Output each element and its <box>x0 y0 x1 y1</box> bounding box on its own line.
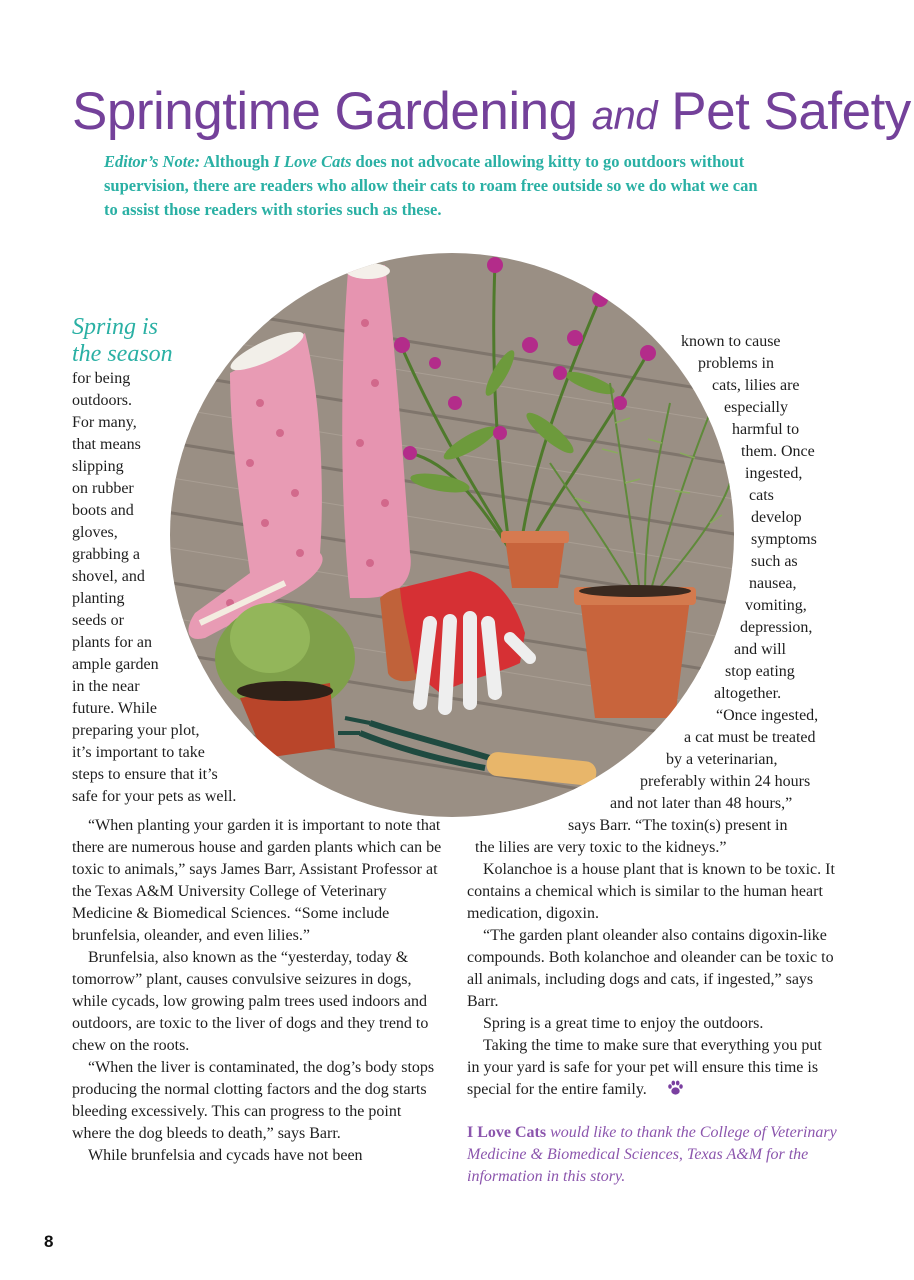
wrap-line: For many, <box>72 414 137 431</box>
wrap-line: problems in <box>698 355 774 372</box>
acknowledgement-brand: I Love Cats <box>467 1124 547 1141</box>
wrap-line: the lilies are very toxic to the kidneys.” <box>475 839 727 856</box>
wrap-line: symptoms <box>751 531 817 548</box>
paragraph: “The garden plant oleander also contains digoxin-like compounds. Both kolanchoe and oleander can be toxic to all animals, including dogs and cats, if ingested,” says Barr. <box>467 927 834 1010</box>
editors-note-label: Editor’s Note: <box>104 152 201 171</box>
wrap-line: cats, lilies are <box>712 377 800 394</box>
wrap-line: it’s important to take <box>72 744 205 761</box>
final-paragraph <box>467 1035 837 1103</box>
wrap-line: slipping <box>72 458 124 475</box>
editors-note-text: does not advocate allowing kitty to go outdoors without supervision, there are readers who allow their cats to roam free outside so we do what we can to assist those readers with stories such as these. <box>104 152 758 219</box>
wrap-line: known to cause <box>681 333 781 350</box>
wrap-line: for being <box>72 370 131 387</box>
wrap-line: outdoors. <box>72 392 132 409</box>
wrap-line: preferably within 24 hours <box>640 773 811 790</box>
wrap-line: depression, <box>740 619 813 636</box>
title-main: Springtime Gardening <box>72 82 578 141</box>
wrap-line: plants for an <box>72 634 152 651</box>
wrap-line: vomiting, <box>745 597 807 614</box>
page-number: 8 <box>44 1232 54 1251</box>
wrap-line: and not later than 48 hours,” <box>610 795 793 812</box>
wrap-line: on rubber <box>72 480 134 497</box>
wrap-line: shovel, and <box>72 568 145 585</box>
wrap-line: altogether. <box>714 685 782 702</box>
wrap-line: boots and <box>72 502 134 519</box>
wrap-line: a cat must be treated <box>684 729 816 746</box>
lead-line-1: Spring is <box>72 314 159 340</box>
editors-note <box>104 150 764 222</box>
wrap-line: develop <box>751 509 802 526</box>
back-flower-pot <box>505 538 565 588</box>
wrap-line: seeds or <box>72 612 124 629</box>
garden-photo-illustration <box>170 253 734 817</box>
paragraph: While brunfelsia and cycads have not been <box>88 1147 363 1164</box>
garden-photo <box>170 253 734 817</box>
final-paragraph-text: Taking the time to make sure that everything you put in your yard is safe for your pet will ensure this time is special for the entire family. <box>467 1037 822 1098</box>
paragraph: Kolanchoe is a house plant that is known to be toxic. It contains a chemical which is similar to the human heart medication, digoxin. <box>467 861 835 922</box>
wrap-line: “Once ingested, <box>716 707 819 724</box>
terracotta-pot <box>580 598 690 718</box>
wrap-line: ample garden <box>72 656 159 673</box>
right-column <box>467 859 837 1103</box>
wrap-line: says Barr. “The toxin(s) present in <box>568 817 788 834</box>
paragraph: Spring is a great time to enjoy the outdoors. <box>483 1015 764 1032</box>
wrap-line: cats <box>749 487 774 504</box>
wrap-line: harmful to <box>732 421 800 438</box>
wrap-line: grabbing a <box>72 546 140 563</box>
title-end: Pet Safety <box>671 82 911 141</box>
wrap-line: planting <box>72 590 125 607</box>
left-column <box>72 815 442 1167</box>
wrap-line: gloves, <box>72 524 118 541</box>
wrap-line: such as <box>751 553 798 570</box>
wrap-line: safe for your pets as well. <box>72 788 237 805</box>
editors-note-magazine: I Love Cats <box>273 152 352 171</box>
wrap-line: that means <box>72 436 141 453</box>
acknowledgement <box>467 1122 837 1188</box>
wrap-line: ingested, <box>745 465 803 482</box>
acknowledgement-text: would like to thank the College of Veterinary Medicine & Biomedical Sciences, Texas A&M for the information in this story. <box>467 1124 837 1185</box>
wrap-line: them. Once <box>741 443 815 460</box>
wrap-line: stop eating <box>725 663 795 680</box>
paw-print-icon <box>651 1080 684 1103</box>
lead-line-2: the season <box>72 341 173 367</box>
wrap-line: and will <box>734 641 786 658</box>
paragraph: “When the liver is contaminated, the dog’s body stops producing the normal clotting factors and the dog starts bleeding excessively. This can progress to the point where the dog bleeds to death,” says Barr. <box>72 1059 435 1142</box>
wrap-line: preparing your plot, <box>72 722 200 739</box>
wrap-line: future. While <box>72 700 158 717</box>
article-title <box>72 80 911 148</box>
wrap-line: by a veterinarian, <box>666 751 778 768</box>
paragraph: “When planting your garden it is important to note that there are numerous house and garden plants which can be toxic to animals,” says James Barr, Assistant Professor at the Texas A&M University College of Veterinary Medicine & Biomedical Sciences. “Some include brunfelsia, oleander, and even lilies.” <box>72 817 442 944</box>
wrap-line: steps to ensure that it’s <box>72 766 218 783</box>
editors-note-pre: Although <box>200 152 274 171</box>
title-and: and <box>591 94 658 138</box>
wrap-line: nausea, <box>749 575 797 592</box>
wrap-line: especially <box>724 399 788 416</box>
lead-in <box>72 314 173 368</box>
paragraph: Brunfelsia, also known as the “yesterday, today & tomorrow” plant, causes convulsive seizures in dogs, while cycads, low growing palm trees used indoors and outdoors, are toxic to the liver of dogs and they trend to chew on the roots. <box>72 949 429 1054</box>
wrap-line: in the near <box>72 678 140 695</box>
